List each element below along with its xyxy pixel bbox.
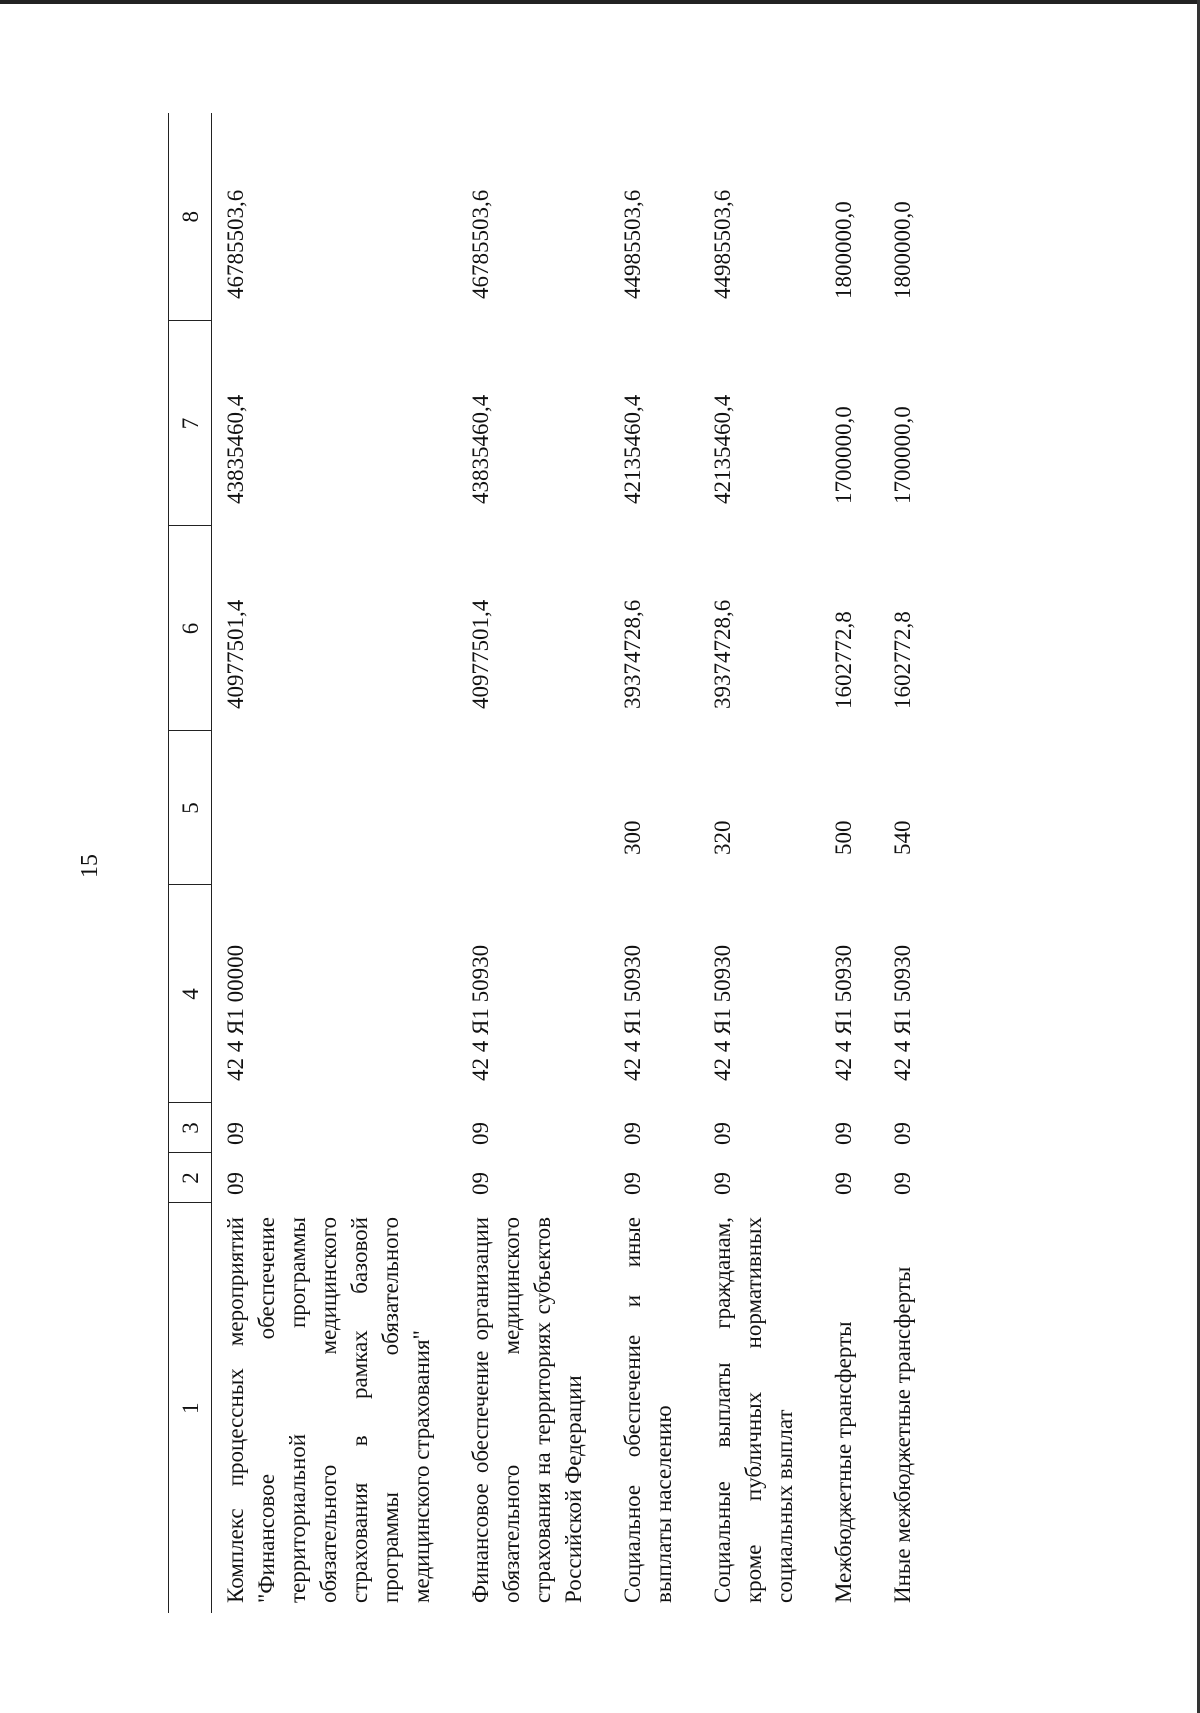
- header-col-5: 5: [169, 731, 212, 885]
- header-col-4: 4: [169, 885, 212, 1103]
- row-col-6: 39374728,6: [620, 599, 645, 709]
- row-col-5: [457, 731, 609, 885]
- row-col-4: 42 4 Я1 00000: [223, 944, 248, 1081]
- table-row: [212, 113, 458, 1613]
- row-col-4: 42 4 Я1 50930: [620, 944, 645, 1081]
- row-col-3: 09: [831, 1122, 856, 1145]
- header-col-8: 8: [169, 113, 212, 321]
- row-col-7: 42135460,4: [620, 394, 645, 504]
- row-name: Межбюджетные трансферты: [831, 1321, 856, 1603]
- row-col-7: 43835460,4: [223, 394, 248, 504]
- row-col-3: 09: [223, 1122, 248, 1145]
- row-col-5: 540: [890, 820, 915, 855]
- row-col-3: 09: [468, 1122, 493, 1145]
- row-col-5: [212, 731, 458, 885]
- table-row: [879, 113, 938, 1613]
- row-col-2: 09: [831, 1172, 856, 1195]
- row-name: Финансовое обеспечение организации обязательного медицинского страхования на территориях субъектов Российской Федерации: [468, 1217, 586, 1603]
- row-col-3: 09: [890, 1122, 915, 1145]
- row-col-8: 1800000,0: [890, 201, 915, 299]
- row-col-4: 42 4 Я1 50930: [831, 944, 856, 1081]
- row-name: Социальное обеспечение и иные выплаты населению: [620, 1217, 676, 1603]
- row-col-6: 40977501,4: [223, 599, 248, 709]
- row-col-2: 09: [710, 1172, 735, 1195]
- row-col-7: 1700000,0: [831, 406, 856, 504]
- row-col-6: 1602772,8: [831, 611, 856, 709]
- header-col-2: 2: [169, 1153, 212, 1203]
- row-col-6: 1602772,8: [890, 611, 915, 709]
- row-name: Социальные выплаты гражданам, кроме публичных нормативных социальных выплат: [710, 1217, 797, 1603]
- table-row: [699, 113, 820, 1613]
- row-col-5: 300: [620, 820, 645, 855]
- row-col-2: 09: [890, 1172, 915, 1195]
- row-col-4: 42 4 Я1 50930: [468, 944, 493, 1081]
- budget-table: [168, 113, 938, 1613]
- row-col-7: 43835460,4: [468, 394, 493, 504]
- row-col-4: 42 4 Я1 50930: [890, 944, 915, 1081]
- row-col-3: 09: [710, 1122, 735, 1145]
- row-col-7: 42135460,4: [710, 394, 735, 504]
- row-col-8: 44985503,6: [620, 189, 645, 299]
- row-col-8: 44985503,6: [710, 189, 735, 299]
- row-col-5: 500: [831, 820, 856, 855]
- header-col-7: 7: [169, 321, 212, 526]
- row-col-2: 09: [468, 1172, 493, 1195]
- row-col-2: 09: [620, 1172, 645, 1195]
- header-col-3: 3: [169, 1103, 212, 1153]
- row-col-4: 42 4 Я1 50930: [710, 944, 735, 1081]
- row-name: Иные межбюджетные трансферты: [890, 1266, 915, 1603]
- row-col-8: 46785503,6: [468, 189, 493, 299]
- row-col-7: 1700000,0: [890, 406, 915, 504]
- row-col-8: 46785503,6: [223, 189, 248, 299]
- row-col-6: 39374728,6: [710, 599, 735, 709]
- header-col-1: 1: [169, 1203, 212, 1613]
- row-col-5: 320: [710, 820, 735, 855]
- row-col-6: 40977501,4: [468, 599, 493, 709]
- header-col-6: 6: [169, 526, 212, 731]
- row-col-3: 09: [620, 1122, 645, 1145]
- header-row: [169, 113, 212, 1613]
- table-row: [820, 113, 879, 1613]
- row-col-2: 09: [223, 1172, 248, 1195]
- row-col-8: 1800000,0: [831, 201, 856, 299]
- row-name: Комплекс процессных мероприятий "Финансовое обеспечение территориальной программы обязательного медицинского страхования в рамках базовой программы обязательного медицинского страхования": [223, 1217, 434, 1603]
- table-row: [609, 113, 699, 1613]
- page-number: 15: [77, 854, 103, 878]
- table-row: [457, 113, 609, 1613]
